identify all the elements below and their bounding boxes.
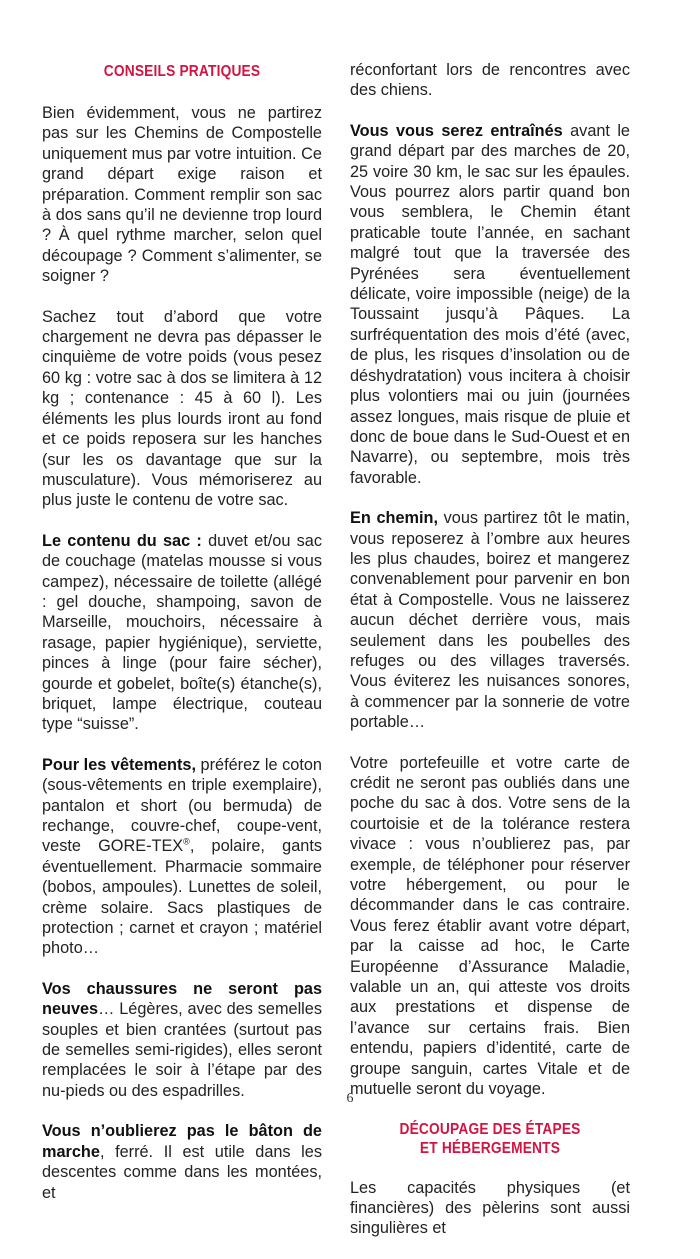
- left-column: [42, 56, 322, 1223]
- paragraph-lead: Vous n’oublierez pas le bâton de marche: [42, 1122, 322, 1161]
- paragraph-text: , polaire, gants éventuellement. Pharmacie sommaire (bobos, ampoules). Lunettes de soleil, crème solaire. Sacs plastiques de protection ; carnet et crayon ; matériel photo…: [42, 837, 322, 958]
- paragraph-lead: Vos chaussures ne seront pas neuves: [42, 979, 322, 1019]
- paragraph-lead: Le contenu du sac :: [42, 531, 202, 550]
- paragraph-text: , ferré. Il est utile dans les descentes comme dans les montées, et: [42, 1142, 322, 1202]
- paragraph: Sachez tout d’abord que votre chargement ne devra pas dépasser le cinquième de votre poids (vous pesez 60 kg : votre sac à dos se limitera à 12 kg ; contenance : 45 à 60 l). Les éléments les plus lourds iront au fond et ce poids reposera sur les hanches (sur les os davantage que sur la musculature). Vous mémoriserez au plus juste le contenu de votre sac.: [42, 307, 322, 510]
- paragraph: [42, 531, 322, 735]
- section-heading-decoupage: [370, 1120, 611, 1158]
- paragraph: Bien évidemment, vous ne partirez pas sur les Chemins de Compostelle uniquement mus par votre intuition. Ce grand départ exige raison et préparation. Comment remplir son sac à dos sans qu’il ne devienne trop lourd ? À quel rythme marcher, selon quel découpage ? Comment s’alimenter, se soigner ?: [42, 104, 322, 286]
- paragraph-text: … Légères, avec des semelles souples et bien crantées (surtout pas de semelles semi-rigides), elles seront remplacées le soir à l’étape par des nu-pieds ou des espadrilles.: [42, 1000, 322, 1100]
- paragraph-text: vous partirez tôt le matin, vous reposerez à l’ombre aux heures les plus chaudes, boirez et mangerez convenablement pour parvenir en bon état à Compostelle. Vous ne laisserez aucun déchet derrière vous, mais seulement dans les poubelles des refuges ou des villages traversés. Vous éviterez les nuisances sonores, à commencer par la sonnerie de votre portable…: [350, 509, 630, 732]
- paragraph-lead: Pour les vêtements,: [42, 755, 196, 774]
- section-heading-conseils: CONSEILS PRATIQUES: [103, 63, 261, 80]
- paragraph-text: duvet et/ou sac de couchage (matelas mousse si vous campez), nécessaire de toilette (allégé : gel douche, shampoing, savon de Marseille, mouchoirs, nécessaire à rasage, papier hygiénique), serviette, pinces à linge (pour faire sécher), gourde et gobelet, boîte(s) étanche(s), briquet, lampe électrique, couteau type “suisse”.: [42, 531, 323, 734]
- paragraph-lead: Vous vous serez entraînés: [350, 121, 563, 140]
- paragraph: [42, 979, 322, 1101]
- paragraph-text: préférez le coton (sous-vêtements en triple exemplaire), pantalon et short (ou bermuda) de rechange, couvre-chef, coupe-vent, veste GORE-TEX: [42, 755, 322, 856]
- paragraph-lead: En chemin,: [350, 509, 438, 528]
- paragraph: Les capacités physiques (et financières) des pèlerins sont aussi singulières et: [350, 1178, 630, 1238]
- heading-line: DÉCOUPAGE DES ÉTAPES: [399, 1120, 581, 1138]
- paragraph: [350, 121, 630, 488]
- paragraph: [42, 1121, 322, 1203]
- right-column: [350, 60, 630, 1259]
- paragraph: réconfortant lors de rencontres avec des chiens.: [350, 61, 630, 100]
- paragraph-text: avant le grand départ par des marches de 20, 25 voire 30 km, le sac sur les épaules. Vous pourrez alors partir quand bon vous semblera, le Chemin étant praticable toute l’année, en sachant malgré tout que la traversée des Pyrénées sera éventuellement délicate, voire impossible (neige) de la Toussaint jusqu’à Pâques. La surfréquentation des mois d’été (avec, de plus, les risques d’insolation ou de déshydratation) vous incitera à choisir plus volontiers mai ou juin (journées assez longues, mais risque de pluie et donc de boue dans le Sud-Ouest et en Navarre), ou septembre, mois très favorable.: [350, 121, 630, 487]
- heading-line: ET HÉBERGEMENTS: [419, 1139, 561, 1157]
- registered-mark: ®: [183, 836, 190, 847]
- page-number: 6: [346, 1091, 354, 1106]
- paragraph: Votre portefeuille et votre carte de crédit ne seront pas oubliés dans une poche du sac à dos. Votre sens de la courtoisie et de la tolérance restera vivace : vous n’oublierez pas, par exemple, de téléphoner pour réserver votre hébergement, ou pour le décommander dans le cas contraire. Vous ferez établir avant votre départ, par la caisse ad hoc, le Carte Européenne d’Assurance Maladie, valable un an, qui atteste vos droits aux prestations et dispense de l’avance sur certains frais. Bien entendu, papiers d’identité, carte de groupe sanguin, cartes Vitale et de mutuelle seront du voyage.: [350, 753, 630, 1099]
- paragraph: [42, 755, 322, 959]
- paragraph: [350, 508, 630, 732]
